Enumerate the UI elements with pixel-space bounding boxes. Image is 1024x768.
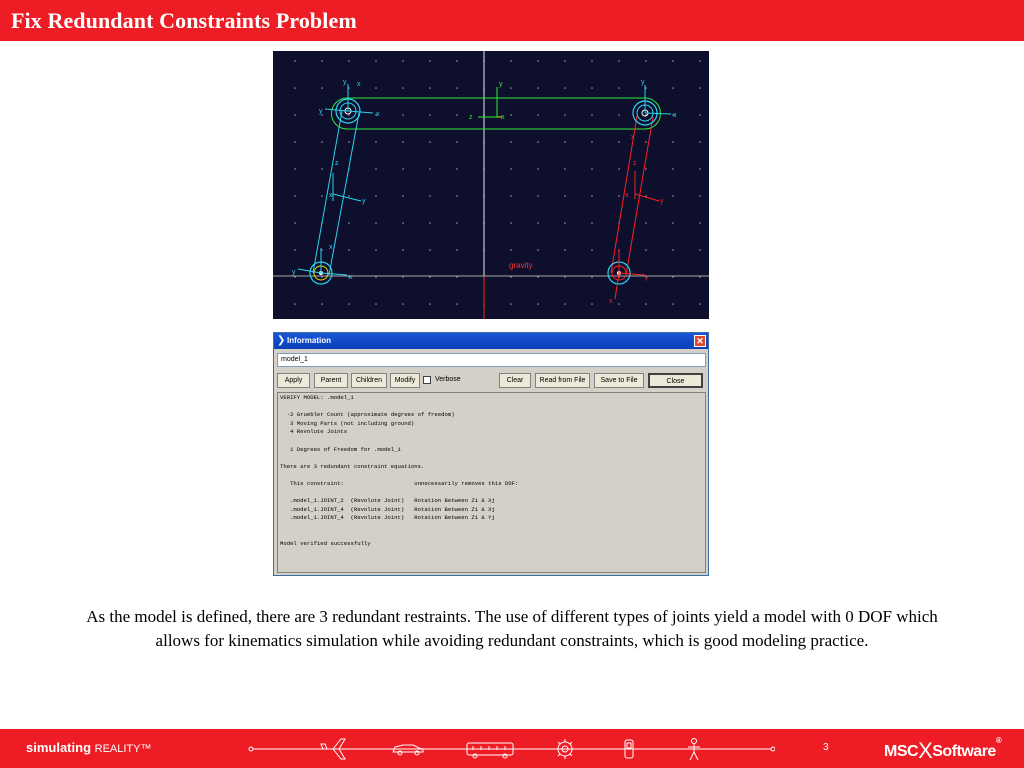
grid-dot <box>294 303 296 305</box>
grid-dot <box>699 195 701 197</box>
grid-dot <box>402 141 404 143</box>
svg-text:y: y <box>292 269 296 276</box>
grid-dot <box>456 168 458 170</box>
information-dialog <box>273 332 709 576</box>
grid-dot <box>456 141 458 143</box>
slide-caption: As the model is defined, there are 3 redundant restraints. The use of different types of joints yield a model with 0 DOF which allows for kinematics simulation while avoiding redundant constraints, which is good modeling practice. <box>86 607 938 650</box>
output-line: 4 Revolute Joints <box>280 428 348 436</box>
gravity-label: gravity <box>509 261 533 270</box>
airplane-icon <box>321 739 351 759</box>
grid-dot <box>591 249 593 251</box>
apply-button[interactable]: Apply <box>277 373 310 388</box>
grid-dot <box>402 168 404 170</box>
grid-dot <box>348 60 350 62</box>
grid-dot <box>348 249 350 251</box>
output-line <box>280 489 703 498</box>
svg-text:y: y <box>660 198 664 205</box>
grid-dot <box>699 222 701 224</box>
grid-dot <box>294 168 296 170</box>
grid-dot <box>564 222 566 224</box>
grid-dot <box>564 60 566 62</box>
svg-text:z: z <box>469 114 473 121</box>
svg-text:y: y <box>645 274 649 281</box>
tagline-bold: simulating <box>26 740 92 755</box>
grid-dot <box>402 303 404 305</box>
grid-dot <box>294 249 296 251</box>
grid-dot <box>537 222 539 224</box>
grid-dot <box>591 114 593 116</box>
grid-dot <box>402 60 404 62</box>
grid-dot <box>402 249 404 251</box>
grid-dot <box>510 87 512 89</box>
grid-dot <box>294 87 296 89</box>
grid-dot <box>564 303 566 305</box>
page-number: 3 <box>823 742 829 753</box>
close-button[interactable]: Close <box>648 373 703 388</box>
model-viewport[interactable] <box>273 51 709 319</box>
grid-dot <box>375 168 377 170</box>
output-line: Model verified successfully <box>280 540 371 548</box>
grid-dot <box>672 249 674 251</box>
grid-dot <box>429 141 431 143</box>
grid-dot <box>429 87 431 89</box>
model-viewport-canvas <box>273 51 709 319</box>
grid-dot <box>618 141 620 143</box>
grid-dot <box>510 60 512 62</box>
grid-dot <box>348 141 350 143</box>
grid-dot <box>672 168 674 170</box>
grid-dot <box>672 222 674 224</box>
grid-dot <box>510 114 512 116</box>
grid-dot <box>537 168 539 170</box>
grid-dot <box>699 303 701 305</box>
grid-dot <box>699 60 701 62</box>
slide-header <box>0 0 1024 41</box>
grid-dot <box>564 141 566 143</box>
grid-dot <box>429 222 431 224</box>
output-line: 1 Degrees of Freedom for .model_1 <box>280 445 401 453</box>
grid-dot <box>375 303 377 305</box>
car-icon <box>393 745 423 755</box>
verbose-label: Verbose <box>435 376 461 383</box>
grid-dot <box>375 222 377 224</box>
grid-dot <box>294 141 296 143</box>
output-line: .model_1.JOINT_4 (Revolute Joint) Rotation Between Zi & Yj <box>280 514 495 522</box>
joint-bottom-right[interactable] <box>608 249 649 305</box>
svg-text:y: y <box>499 81 503 88</box>
grid-dot <box>699 114 701 116</box>
verify-output-text[interactable] <box>277 392 706 573</box>
grid-dot <box>510 195 512 197</box>
svg-text:y: y <box>343 79 347 86</box>
verbose-checkbox[interactable] <box>423 376 431 384</box>
grid-dot <box>402 222 404 224</box>
grid-dot <box>699 141 701 143</box>
dialog-title: Information <box>287 336 331 345</box>
svg-text:y: y <box>319 108 323 115</box>
grid-dot <box>375 195 377 197</box>
grid-dot <box>672 60 674 62</box>
grid-dot <box>456 60 458 62</box>
grid-dot <box>456 249 458 251</box>
grid-dot <box>537 60 539 62</box>
grid-dot <box>564 114 566 116</box>
svg-text:x: x <box>625 192 629 199</box>
slide-title: Fix Redundant Constraints Problem <box>11 8 357 33</box>
svg-text:x: x <box>631 134 635 141</box>
grid-dot <box>645 222 647 224</box>
grid-dot <box>564 87 566 89</box>
dialog-titlebar[interactable] <box>274 333 708 349</box>
output-line <box>280 454 703 463</box>
output-line <box>280 523 703 532</box>
grid-dot <box>699 168 701 170</box>
msc-software-logo: MSCXSoftware® <box>884 736 1002 763</box>
grid-dot <box>456 195 458 197</box>
grid-dot <box>645 60 647 62</box>
grid-dot <box>591 303 593 305</box>
grid-dot <box>429 303 431 305</box>
grid-dot <box>618 195 620 197</box>
coupler-link[interactable] <box>332 98 661 129</box>
grid-dot <box>375 141 377 143</box>
tagline-regular: REALITY™ <box>94 743 152 755</box>
save-to-file-button[interactable]: Save to File <box>594 373 644 388</box>
slide-footer <box>0 729 1024 768</box>
grid-dot <box>429 114 431 116</box>
grid-dot <box>456 87 458 89</box>
svg-text:x: x <box>349 274 353 281</box>
output-line <box>280 403 703 412</box>
parent-button[interactable]: Parent <box>314 373 348 388</box>
grid-dot <box>375 249 377 251</box>
read-from-file-button[interactable]: Read from File <box>535 373 590 388</box>
dialog-toolbar <box>277 373 706 390</box>
grid-dot <box>672 87 674 89</box>
grid-dot <box>321 195 323 197</box>
grid-dot <box>294 195 296 197</box>
svg-text:x: x <box>673 112 677 119</box>
svg-text:y: y <box>362 198 366 205</box>
grid-dot <box>564 249 566 251</box>
grid-dot <box>618 168 620 170</box>
clear-button[interactable]: Clear <box>499 373 531 388</box>
grid-dot <box>402 195 404 197</box>
grid-dot <box>591 60 593 62</box>
close-icon[interactable]: ✕ <box>694 335 706 347</box>
grid-dot <box>294 60 296 62</box>
grid-dot <box>429 249 431 251</box>
svg-text:x: x <box>357 81 361 88</box>
grid-dots <box>294 60 701 305</box>
grid-dot <box>321 141 323 143</box>
svg-text:x: x <box>501 114 505 121</box>
children-button[interactable]: Children <box>351 373 387 388</box>
output-line: This constraint: unnecessarily removes this DOF: <box>280 479 519 487</box>
joint-top-left[interactable] <box>319 79 380 123</box>
grid-dot <box>537 114 539 116</box>
grid-dot <box>510 141 512 143</box>
grid-dot <box>294 114 296 116</box>
grid-dot <box>672 303 674 305</box>
grid-dot <box>618 60 620 62</box>
grid-dot <box>537 195 539 197</box>
grid-dot <box>564 195 566 197</box>
grid-dot <box>699 87 701 89</box>
output-line: -2 Gruebler Count (approximate degrees of freedom) <box>280 411 455 419</box>
svg-text:y: y <box>641 79 645 86</box>
grid-dot <box>591 141 593 143</box>
grid-dot <box>645 303 647 305</box>
grid-dot <box>402 114 404 116</box>
svg-text:x: x <box>376 111 380 118</box>
grid-dot <box>672 141 674 143</box>
grid-dot <box>537 249 539 251</box>
grid-dot <box>672 195 674 197</box>
joint-top-right[interactable] <box>631 79 677 141</box>
grid-dot <box>456 114 458 116</box>
grid-dot <box>510 222 512 224</box>
grid-dot <box>321 168 323 170</box>
grid-dot <box>348 222 350 224</box>
grid-dot <box>537 141 539 143</box>
grid-dot <box>537 87 539 89</box>
grid-dot <box>321 60 323 62</box>
svg-text:x: x <box>329 192 333 199</box>
grid-dot <box>402 87 404 89</box>
app-chevron-icon: ❯ <box>277 335 286 346</box>
output-line: .model_1.JOINT_2 (Revolute Joint) Rotation Between Zi & Xj <box>280 497 495 505</box>
grid-dot <box>537 303 539 305</box>
grid-dot <box>510 168 512 170</box>
grid-dot <box>645 168 647 170</box>
svg-text:z: z <box>633 160 637 167</box>
grid-dot <box>591 195 593 197</box>
grid-dot <box>429 60 431 62</box>
grid-dot <box>645 141 647 143</box>
output-line: .model_1.JOINT_4 (Revolute Joint) Rotation Between Zi & Xj <box>280 505 495 513</box>
grid-dot <box>618 303 620 305</box>
grid-dot <box>591 168 593 170</box>
output-line: 3 Moving Parts (not including ground) <box>280 419 415 427</box>
grid-dot <box>294 222 296 224</box>
grid-dot <box>456 303 458 305</box>
grid-dot <box>429 168 431 170</box>
footer-tagline <box>26 740 152 755</box>
grid-dot <box>348 195 350 197</box>
grid-dot <box>510 249 512 251</box>
grid-dot <box>564 168 566 170</box>
grid-dot <box>375 87 377 89</box>
output-line <box>280 532 703 541</box>
grid-dot <box>429 195 431 197</box>
model-name-field[interactable]: model_1 <box>277 353 706 367</box>
grid-dot <box>456 222 458 224</box>
grid-dot <box>591 222 593 224</box>
grid-dot <box>510 303 512 305</box>
output-line: VERIFY MODEL: .model_1 <box>280 394 354 401</box>
bus-icon <box>467 743 513 758</box>
grid-dot <box>348 303 350 305</box>
grid-dot <box>618 87 620 89</box>
footer-icon-strip <box>245 733 775 765</box>
grid-dot <box>321 87 323 89</box>
grid-dot <box>591 87 593 89</box>
grid-dot <box>321 303 323 305</box>
grid-dot <box>375 60 377 62</box>
output-line <box>280 437 703 446</box>
svg-text:x: x <box>329 244 333 251</box>
grid-dot <box>618 114 620 116</box>
output-line: There are 3 redundant constraint equations. <box>280 462 425 470</box>
coupler-marker <box>469 81 505 121</box>
grid-dot <box>699 249 701 251</box>
svg-text:z: z <box>335 160 339 167</box>
svg-text:x: x <box>609 298 613 305</box>
modify-button[interactable]: Modify <box>390 373 420 388</box>
output-line <box>280 471 703 480</box>
grid-dot <box>645 249 647 251</box>
